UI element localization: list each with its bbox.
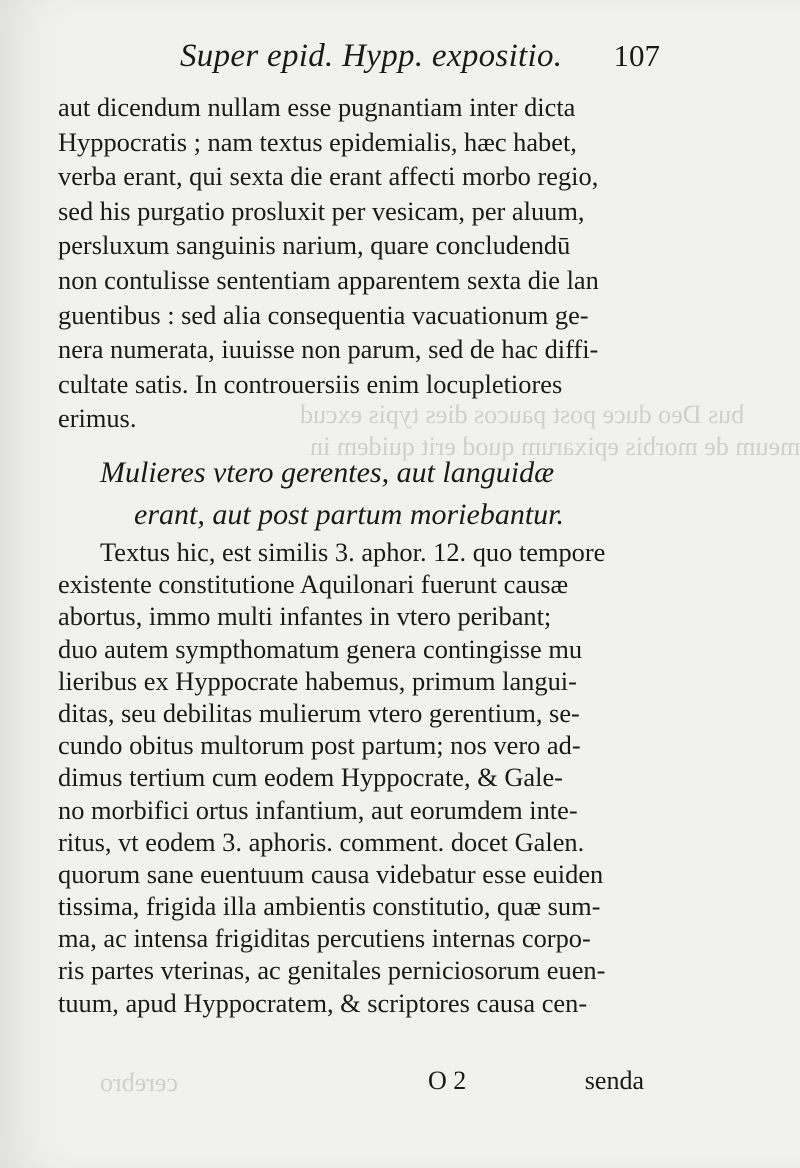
text-line: dimus tertium cum eodem Hyppocrate, & Gale- bbox=[58, 762, 563, 793]
running-title: Super epid. Hypp. expositio. bbox=[180, 38, 563, 74]
text-line: nera numerata, iuuisse non parum, sed de hac diffi- bbox=[58, 334, 599, 365]
section-heading bbox=[100, 452, 680, 536]
text-line: non contulisse sententiam apparentem sexta die lan bbox=[58, 264, 599, 295]
text-line: Hyppocratis ; nam textus epidemialis, hæc habet, bbox=[58, 126, 577, 157]
text-line: existente constitutione Aquilonari fuerunt causæ bbox=[58, 569, 569, 600]
text-line: erimus. bbox=[58, 403, 137, 434]
text-line: persluxum sanguinis narium, quare concludendū bbox=[58, 230, 571, 261]
show-through-text: bus Deo duce post paucos dies typis excud bbox=[300, 400, 745, 429]
text-line: no morbifici ortus infantium, aut eorumdem inte- bbox=[58, 794, 578, 825]
show-through-text: meum de morbis epixarum quod erit quidem in bbox=[310, 432, 800, 461]
commentary-paragraph bbox=[58, 536, 686, 1019]
text-line: duo autem sympthomatum genera contingisse mu bbox=[58, 633, 583, 664]
text-line: Textus hic, est similis 3. aphor. 12. quo tempore bbox=[100, 537, 606, 567]
text-line: ma, ac intensa frigiditas percutiens internas corpo- bbox=[58, 923, 591, 954]
text-line: ris partes vterinas, ac genitales perniciosorum euen- bbox=[58, 955, 606, 986]
heading-line: erant, aut post partum moriebantur. bbox=[134, 498, 565, 531]
text-line: aut dicendum nullam esse pugnantiam inter dicta bbox=[58, 92, 576, 122]
heading-line: Mulieres vtero gerentes, aut languidæ bbox=[100, 456, 555, 489]
text-line: guentibus : sed alia consequentia vacuationum ge- bbox=[58, 299, 589, 330]
text-line: verba erant, qui sexta die erant affecti morbo regio, bbox=[58, 161, 599, 192]
signature-mark: O 2 bbox=[428, 1066, 467, 1095]
text-line: cundo obitus multorum post partum; nos vero ad- bbox=[58, 730, 581, 761]
page-number: 107 bbox=[613, 38, 660, 73]
text-line: ritus, vt eodem 3. aphoris. comment. docet Galen. bbox=[58, 826, 585, 857]
text-line: abortus, immo multi infantes in vtero peribant; bbox=[58, 601, 552, 632]
text-line: cultate satis. In controuersiis enim locupletiores bbox=[58, 368, 563, 399]
show-through-text: cerebro bbox=[100, 1068, 178, 1097]
text-line: tuum, apud Hyppocratem, & scriptores causa cen- bbox=[58, 987, 588, 1018]
paragraph-continuation bbox=[58, 90, 684, 436]
text-line: ditas, seu debilitas mulierum vtero gerentium, se- bbox=[58, 697, 580, 728]
text-line: lieribus ex Hyppocrate habemus, primum langui- bbox=[58, 665, 577, 696]
text-line: sed his purgatio prosluxit per vesicam, per aluum, bbox=[58, 195, 585, 226]
text-line: tissima, frigida illa ambientis constitutio, quæ sum- bbox=[58, 891, 601, 922]
running-header bbox=[180, 38, 660, 84]
catchword: senda bbox=[584, 1066, 644, 1095]
text-line: quorum sane euentuum causa videbatur esse euiden bbox=[58, 858, 604, 889]
